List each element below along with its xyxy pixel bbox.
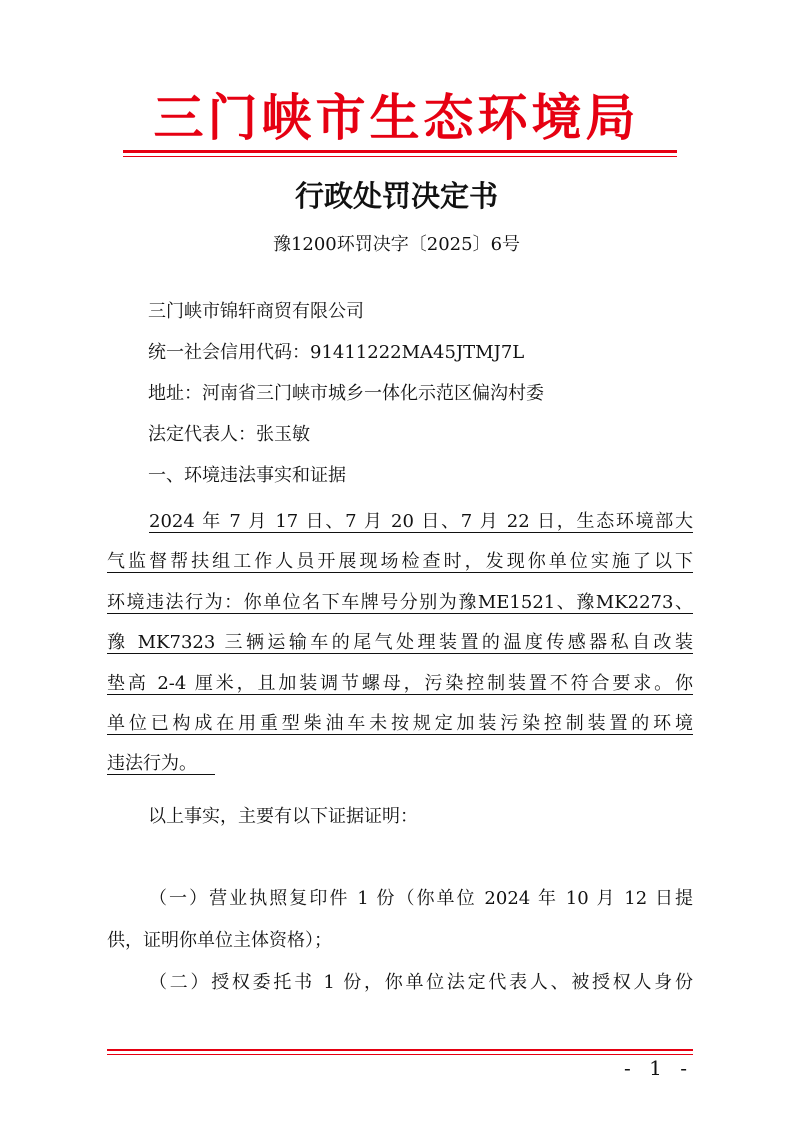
evidence-intro: 以上事实，主要有以下证据证明： — [148, 806, 418, 827]
document-title: 行政处罚决定书 — [294, 179, 498, 213]
document-number: 豫1200环罚决字〔2025〕6号 — [272, 234, 521, 255]
fact-line: 垫高 2-4 厘米，且加装调节螺母，污染控制装置不符合要求。你 — [107, 672, 693, 694]
fact-line: 单位已构成在用重型柴油车未按规定加装污染控制装置的环境 — [107, 712, 693, 734]
fact-line: 豫 MK7323 三辆运输车的尾气处理装置的温度传感器私自改装 — [107, 632, 693, 654]
footer-red-rule-thick — [107, 1049, 693, 1051]
fact-line: 环境违法行为：你单位名下车牌号分别为豫ME1521、豫MK2273、 — [107, 591, 693, 613]
footer-red-rule-thin — [107, 1054, 693, 1055]
violation-facts — [107, 502, 693, 785]
fact-line — [107, 744, 693, 784]
fact-line: 气监督帮扶组工作人员开展现场检查时，发现你单位实施了以下 — [107, 551, 693, 573]
party-name: 三门峡市锦轩商贸有限公司 — [148, 301, 364, 322]
header-red-rule-thin — [123, 156, 677, 157]
section-heading: 一、环境违法事实和证据 — [148, 465, 346, 486]
party-credit-code: 统一社会信用代码：91411222MA45JTMJ7L — [148, 342, 525, 363]
page-number: - 1 - — [624, 1056, 693, 1080]
party-legal-rep: 法定代表人：张玉敏 — [148, 424, 310, 445]
evidence-item-1-cont: 供，证明你单位主体资格）； — [107, 930, 332, 951]
evidence-item-1: （一）营业执照复印件 1 份（你单位 2024 年 10 月 12 日提 — [149, 888, 693, 909]
evidence-item-2: （二）授权委托书 1 份，你单位法定代表人、被授权人身份 — [149, 972, 693, 993]
party-address: 地址：河南省三门峡市城乡一体化示范区偏沟村委 — [148, 383, 544, 404]
fact-line-last-text: 违法行为。 — [107, 753, 197, 775]
fact-line: 2024 年 7 月 17 日、7 月 20 日、7 月 22 日，生态环境部大 — [149, 511, 693, 532]
agency-name: 三门峡市生态环境局 — [153, 88, 640, 147]
header-red-rule-thick — [123, 150, 677, 153]
